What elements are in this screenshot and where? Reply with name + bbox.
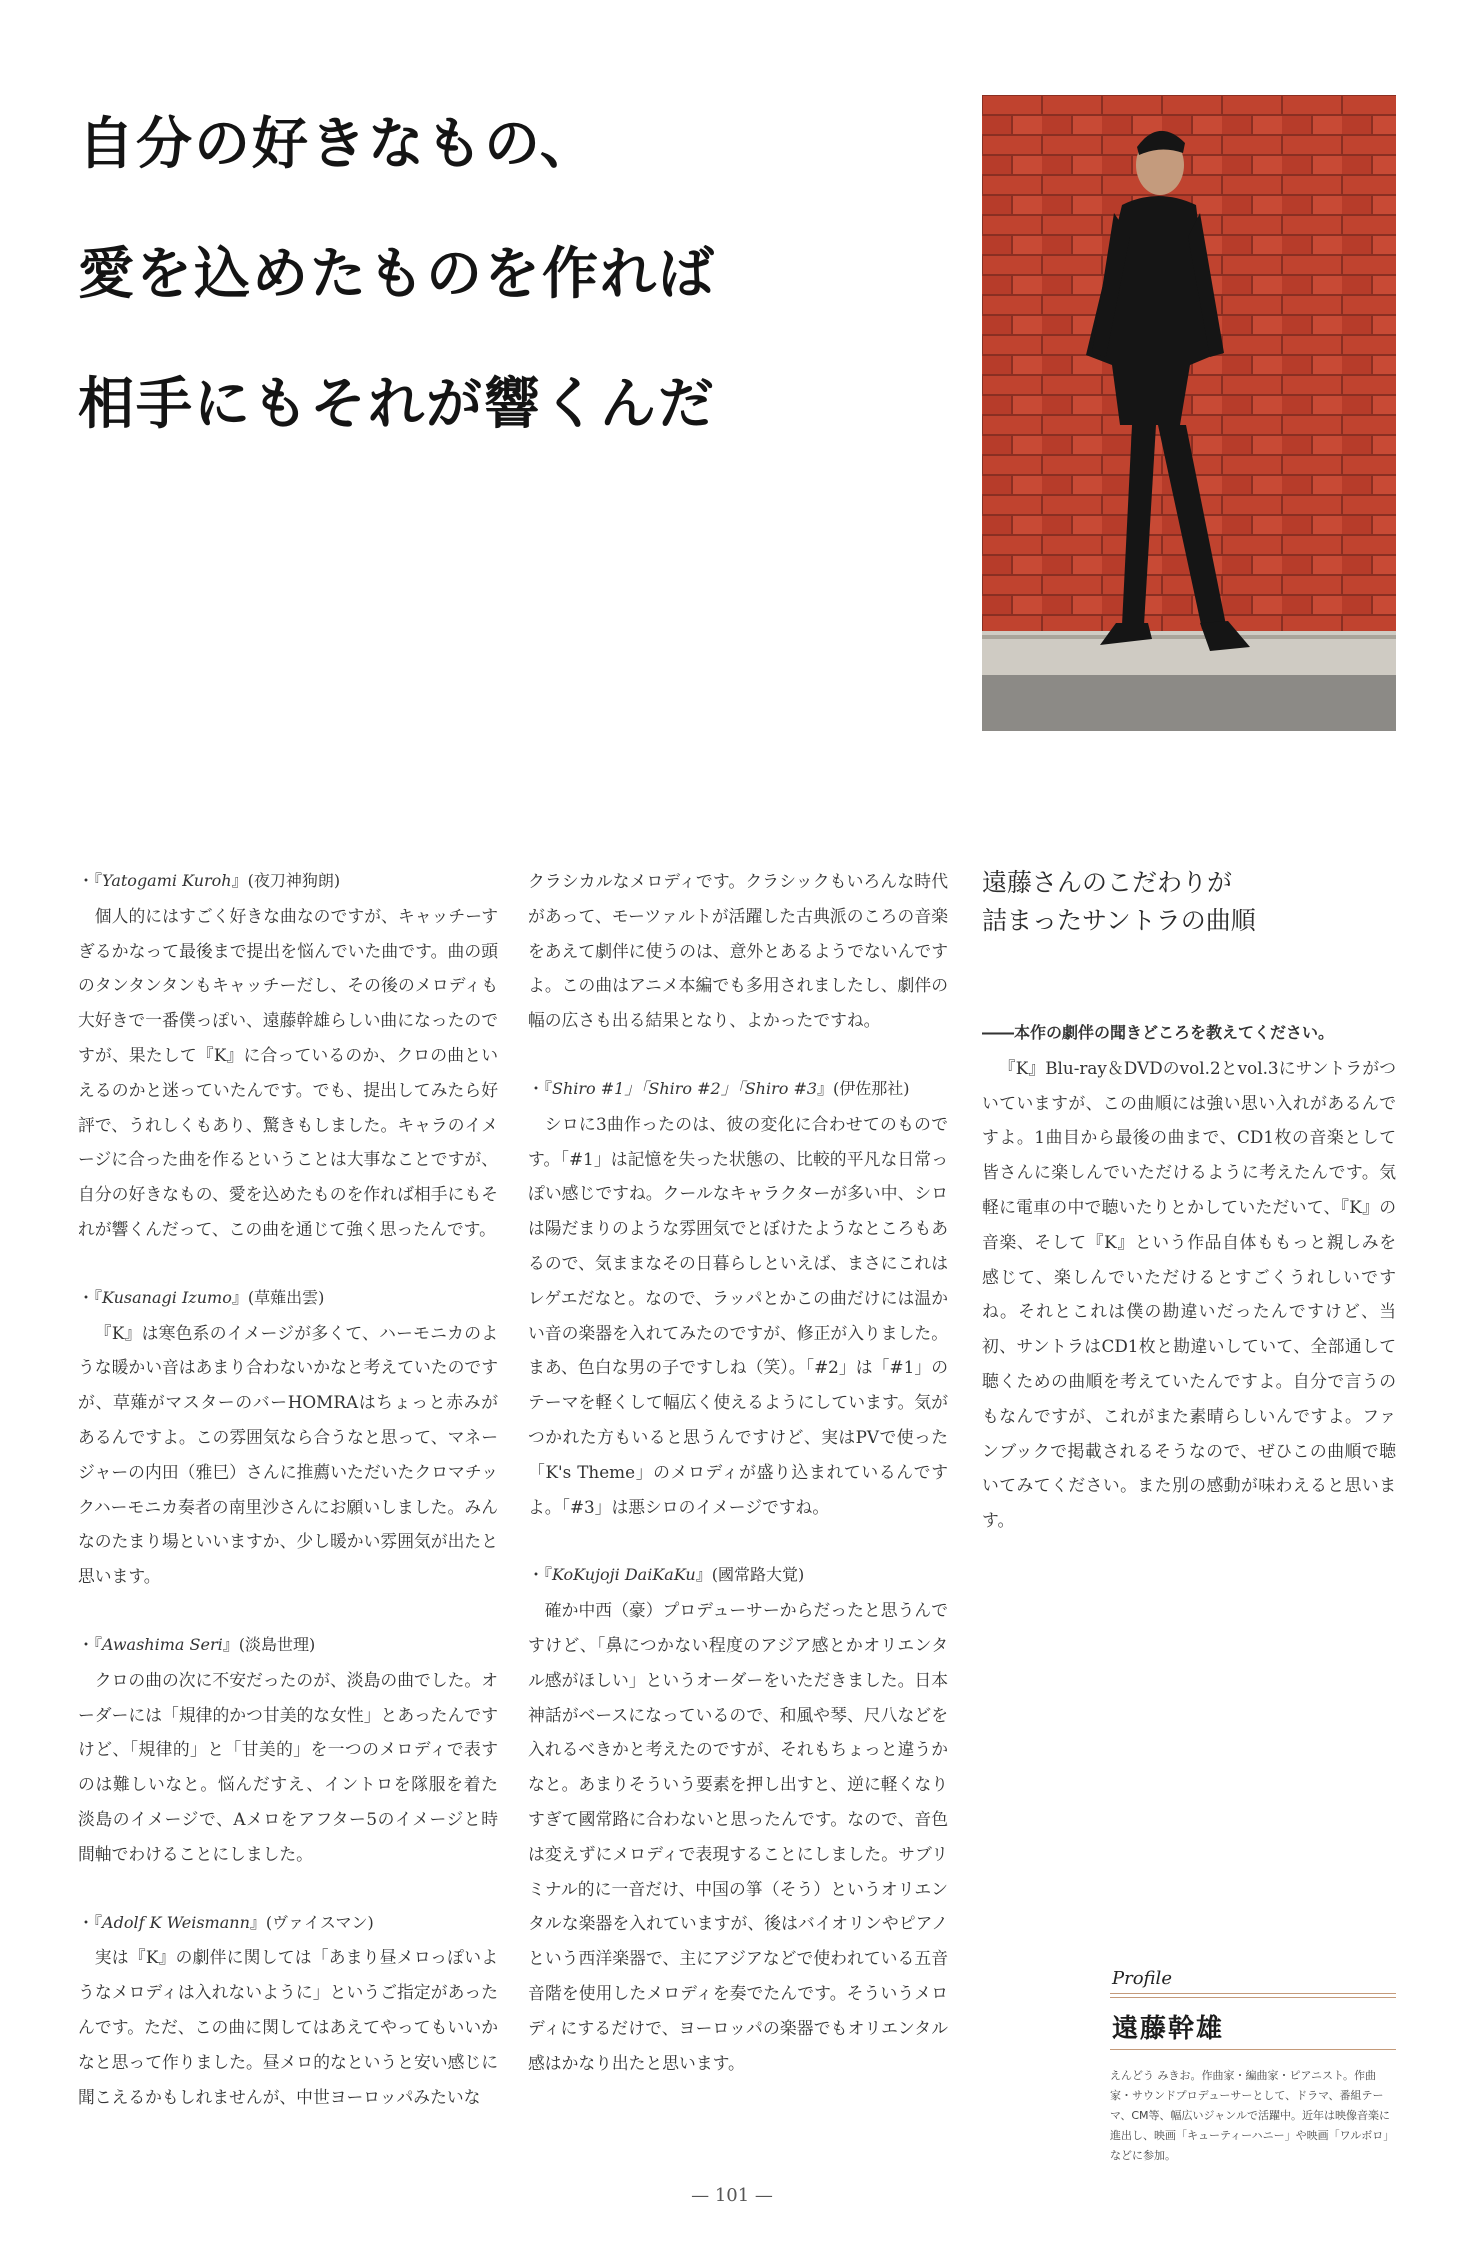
headline-line: 愛を込めたものを作れば xyxy=(78,242,716,307)
track-title: ・『Awashima Seri』(淡島世理) xyxy=(78,1634,316,1654)
divider xyxy=(1110,2049,1396,2050)
track-paragraph: クラシカルなメロディです。クラシックもいろんな時代があって、モーツァルトが活躍した古典派のころの音楽をあえて劇伴に使うのは、意外とあるようでないんですよ。この曲はアニメ本編でも多用されましたし、劇伴の幅の広さも出る結果となり、よかったですね。 xyxy=(528,871,948,1031)
interview-question: ――本作の劇伴の聞きどころを教えてください。 xyxy=(982,1023,1335,1042)
article-column-left xyxy=(78,864,498,2114)
profile-name: 遠藤幹雄 xyxy=(1112,2014,1225,2044)
track-paragraph: 個人的にはすごく好きな曲なのですが、キャッチーすぎるかなって最後まで提出を悩んでいた曲です。曲の頭のタンタンタンもキャッチーだし、その後のメロディも大好きで一番僕っぽい、遠藤幹雄らしい曲になったのですが、果たして『K』に合っているのか、クロの曲といえるのかと迷っていたんです。でも、提出してみたら好評で、うれしくもあり、驚きもしました。キャラのイメージに合った曲を作るということは大事なことですが、自分の好きなもの、愛を込めたものを作れば相手にもそれが響くんだって、この曲を通じて強く思ったんです。 xyxy=(78,905,498,1239)
portrait-photo xyxy=(982,95,1396,731)
headline-line: 相手にもそれが響くんだ xyxy=(78,372,716,437)
interview-answer: 『K』Blu-ray＆DVDのvol.2とvol.3にサントラがついていますが、この曲順には強い思い入れがあるんですよ。1曲目から最後の曲まで、CD1枚の音楽として皆さんに楽しんでいただけるように考えたんです。気軽に電車の中で聴いたりとかしていただいて、『K』の音楽、そして『K』という作品自体ももっと親しみを感じて、楽しんでいただけるとすごくうれしいですね。それとこれは僕の勘違いだったんですけど、当初、サントラはCD1枚と勘違いしていて、全部通して聴くための曲順を考えていたんですよ。自分で言うのもなんですが、これがまた素晴らしいんですよ。ファンブックで掲載されるそうなので、ぜひこの曲順で聴いてみてください。また別の感動が味わえると思います。 xyxy=(982,1057,1396,1531)
profile-text: えんどう みきお。作曲家・編曲家・ピアニスト。作曲家・サウンドプロデューサーとして、ドラマ、番組テーマ、CM等、幅広いジャンルで活躍中。近年は映像音楽に進出し、映画「キューティーハニー」や映画「ワルボロ」などに参加。 xyxy=(1110,2069,1395,2162)
track-title: ・『Yatogami Kuroh』(夜刀神狗朗) xyxy=(78,871,341,890)
page-number: — 101 — xyxy=(691,2185,773,2206)
profile-box xyxy=(1110,1968,1396,2166)
article-column-middle xyxy=(528,864,948,2080)
headline xyxy=(78,80,938,470)
track-paragraph: シロに3曲作ったのは、彼の変化に合わせてのものです。「#1」は記憶を失った状態の、比較的平凡な日常っぽい感じですね。クールなキャラクターが多い中、シロは陽だまりのような雰囲気でとぼけたようなところもあるので、気ままなその日暮らしといえば、まさにこれはレゲエだなと。なので、ラッパとかこの曲だけには温かい音の楽器を入れてみたのですが、修正が入りました。まあ、色白な男の子ですしね（笑）。「#2」は「#1」のテーマを軽くして幅広く使えるようにしています。気がつかれた方もいると思うんですけど、実はPVで使った「K's Theme」のメロディが盛り込まれているんですよ。「#3」は悪シロのイメージですね。 xyxy=(528,1113,948,1517)
track-title: ・『KoKujoji DaiKaKu』(國常路大覚) xyxy=(528,1565,805,1585)
article-column-right xyxy=(982,864,1396,1538)
headline-line: 自分の好きなもの、 xyxy=(78,112,598,177)
track-title: ・『Kusanagi Izumo』(草薙出雲) xyxy=(78,1287,325,1307)
track-paragraph: 『K』は寒色系のイメージが多くて、ハーモニカのような暖かい音はあまり合わないかなと考えていたのですが、草薙がマスターのバーHOMRAはちょっと赤みがあるんですよ。この雰囲気なら合うなと思って、マネージャーの内田（雅巳）さんに推薦いただいたクロマチックハーモニカ奏者の南里沙さんにお願いしました。みんなのたまり場といいますか、少し暖かい雰囲気が出たと思います。 xyxy=(78,1322,498,1587)
section-heading: 遠藤さんのこだわりが 詰まったサントラの曲順 xyxy=(982,868,1256,935)
track-paragraph: クロの曲の次に不安だったのが、淡島の曲でした。オーダーには「規律的かつ甘美的な女性」とあったんですけど、「規律的」と「甘美的」を一つのメロディで表すのは難しいなと。悩んだすえ、イントロを隊服を着た淡島のイメージで、Aメロをアフター5のイメージと時間軸でわけることにしました。 xyxy=(78,1669,498,1864)
track-paragraph: 実は『K』の劇伴に関しては「あまり昼メロっぽいようなメロディは入れないように」というご指定があったんです。ただ、この曲に関してはあえてやってもいいかなと思って作りました。昼メロ的なというと安い感じに聞こえるかもしれませんが、中世ヨーロッパみたいな xyxy=(78,1947,498,2107)
divider xyxy=(1110,1993,1396,1994)
track-title: ・『Adolf K Weismann』(ヴァイスマン) xyxy=(78,1912,374,1932)
track-title: ・『Shiro #1」「Shiro #2」「Shiro #3』(伊佐那社) xyxy=(528,1078,910,1098)
divider xyxy=(1110,1997,1396,1998)
profile-label: Profile xyxy=(1112,1968,1172,1989)
track-paragraph: 確か中西（豪）プロデューサーからだったと思うんですけど、「鼻につかない程度のアジア感とかオリエンタル感がほしい」というオーダーをいただきました。日本神話がベースになっているので、和風や琴、尺八などを入れるべきかと考えたのですが、それもちょっと違うかなと。あまりそういう要素を押し出すと、逆に軽くなりすぎて國常路に合わないと思ったんです。なので、音色は変えずにメロディで表現することにしました。サブリミナル的に一音だけ、中国の箏（そう）というオリエンタルな楽器を入れていますが、後はバイオリンやピアノという西洋楽器で、主にアジアなどで使われている五音音階を使用したメロディを奏でたんです。そういうメロディにするだけで、ヨーロッパの楽器でもオリエンタル感はかなり出たと思います。 xyxy=(528,1600,948,2073)
